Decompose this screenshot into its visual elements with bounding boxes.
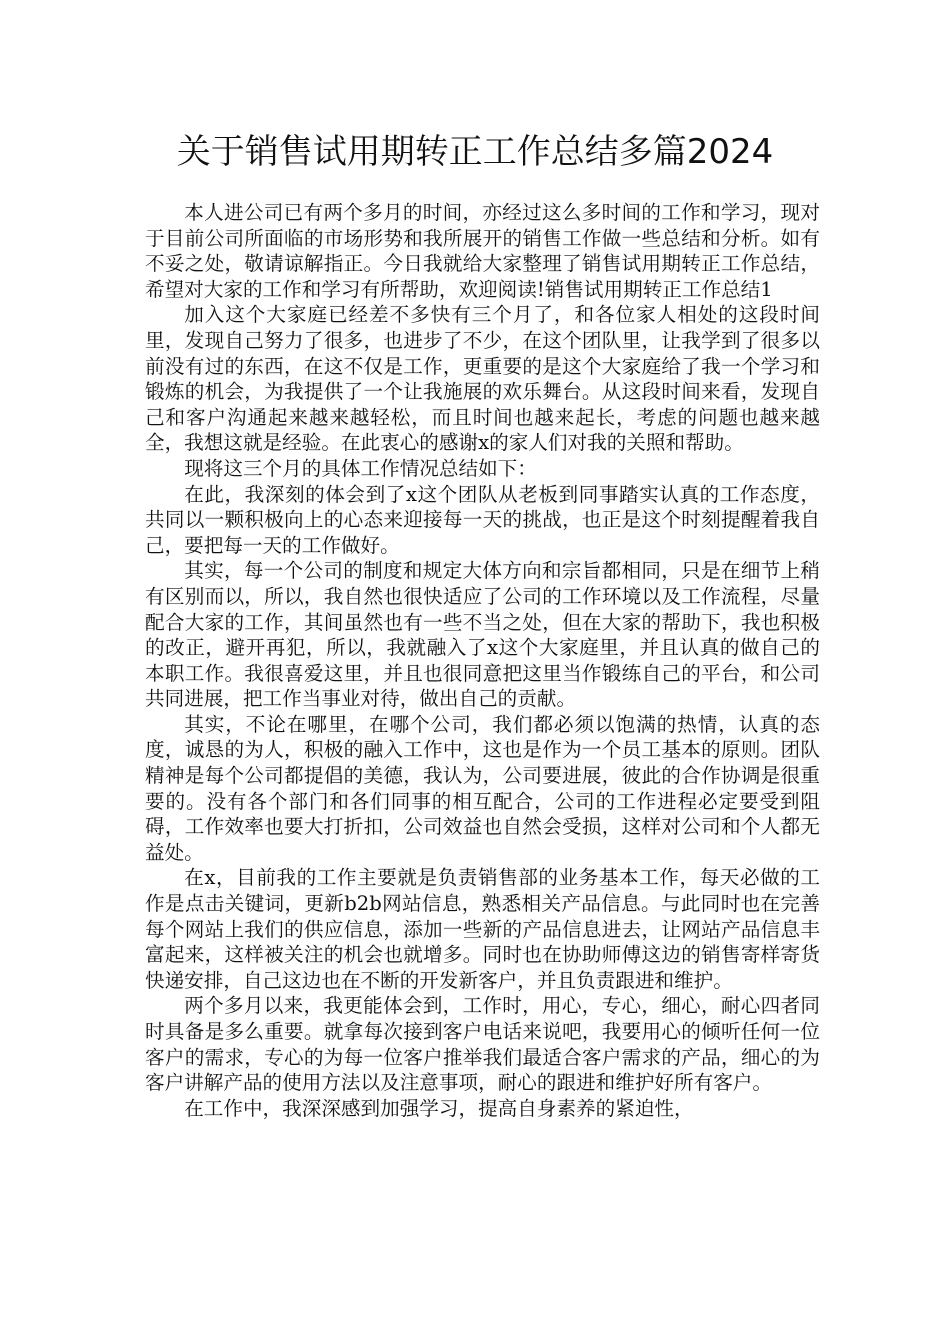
paragraph-team-attitude: 在此，我深刻的体会到了x这个团队从老板到同事踏实认真的工作态度，共同以一颗积极向上的心态来迎接每一天的挑战，也正是这个时刻提醒着我自己，要把每一天的工作做好。 (145, 482, 820, 557)
paragraph-four-hearts: 两个多月以来，我更能体会到，工作时，用心，专心，细心，耐心四者同时具备是多么重要。就拿每次接到客户电话来说吧，我要用心的倾听任何一位客户的需求，专心的为每一位客户推举我们最适合客户需求的产品，细心的为客户讲解产品的使用方法以及注意事项，耐心的跟进和维护好所有客户。 (145, 994, 820, 1095)
paragraph-joining: 加入这个大家庭已经差不多快有三个月了，和各位家人相处的这段时间里，发现自己努力了很多，也进步了不少，在这个团队里，让我学到了很多以前没有过的东西，在这不仅是工作，更重要的是这个大家庭给了我一个学习和锻炼的机会，为我提供了一个让我施展的欢乐舞台。从这段时间来看，发现自己和客户沟通起来越来越轻松，而且时间也越来起长，考虑的问题也越来越全，我想这就是经验。在此衷心的感谢x的家人们对我的关照和帮助。 (145, 303, 820, 455)
document-title: 关于销售试用期转正工作总结多篇2024 (176, 132, 774, 172)
paragraph-team-spirit: 其实，不论在哪里，在哪个公司，我们都必须以饱满的热情，认真的态度，诚恳的为人，积极的融入工作中，这也是作为一个员工基本的原则。团队精神是每个公司都提倡的美德，我认为，公司要进展，彼此的合作协调是很重要的。没有各个部门和各们同事的相互配合，公司的工作进程必定要受到阻碍，工作效率也要大打折扣，公司效益也自然会受损，这样对公司和个人都无益处。 (145, 712, 820, 864)
paragraph-intro: 本人进公司已有两个多月的时间，亦经过这么多时间的工作和学习，现对于目前公司所面临的市场形势和我所展开的销售工作做一些总结和分析。如有不妥之处，敬请谅解指正。今日我就给大家整理了销售试用期转正工作总结，希望对大家的工作和学习有所帮助，欢迎阅读!销售试用期转正工作总结1 (145, 201, 820, 301)
paragraph-summary-heading: 现将这三个月的具体工作情况总结如下： (184, 456, 537, 480)
paragraph-learning: 在工作中，我深深感到加强学习，提高自身素养的紧迫性， (184, 1096, 694, 1120)
document-body (145, 200, 820, 1121)
paragraph-company-rules: 其实，每一个公司的制度和规定大体方向和宗旨都相同，只是在细节上稍有区别而以，所以，我自然也很快适应了公司的工作环境以及工作流程，尽量配合大家的工作，其间虽然也有一些不当之处，但在大家的帮助下，我也积极的改正，避开再犯，所以，我就融入了x这个大家庭里，并且认真的做自己的本职工作。我很喜爱这里，并且也很同意把这里当作锻练自己的平台，和公司共同进展，把工作当事业对待，做出自己的贡献。 (145, 559, 820, 711)
paragraph-daily-work: 在x，目前我的工作主要就是负责销售部的业务基本工作，每天必做的工作是点击关键词，更新b2b网站信息，熟悉相关产品信息。与此同时也在完善每个网站上我们的供应信息，添加一些新的产品信息进去，让网站产品信息丰富起来，这样被关注的机会也就增多。同时也在协助师傅这边的销售寄样寄货快递安排，自己这边也在不断的开发新客户，并且负责跟进和维护。 (145, 866, 820, 992)
